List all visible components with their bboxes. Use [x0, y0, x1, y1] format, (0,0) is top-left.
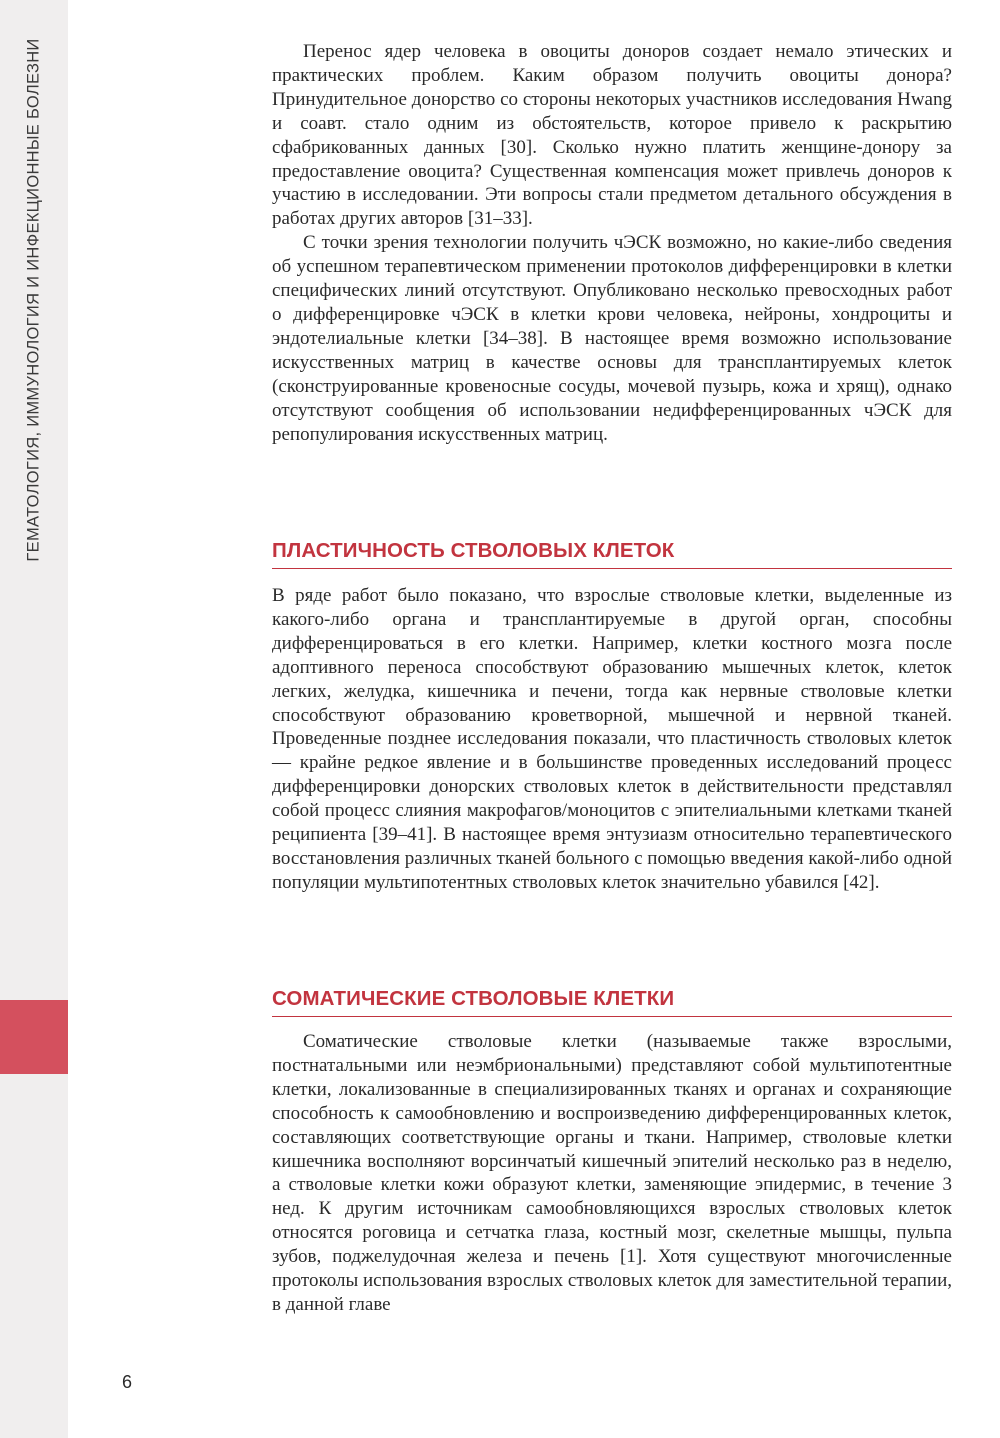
running-title: ГЕМАТОЛОГИЯ, ИММУНОЛОГИЯ И ИНФЕКЦИОННЫЕ БОЛЕЗНИ — [24, 38, 43, 562]
plasticity-paragraph: В ряде работ было показано, что взрослые стволовые клетки, выделенные из какого-либо органа и трансплантируемые в другой орган, способны дифференцироваться в его клетки. Например, клетки костного мозга после адоптивного переноса способствуют образованию мышечных клеток, клеток легких, желудка, кишечника и печени, тогда как нервные стволовые клетки способствуют образованию кроветворной, мышечной и нервной тканей. Проведенные позднее исследования показали, что пластичность стволовых клеток — крайне редкое явление и в большинстве проведенных исследований процесс дифференцировки донорских стволовых клеток в действительности представлял собой процесс слияния макрофагов/моноцитов с эпителиальными клетками тканей реципиента [39–41]. В настоящее время энтузиазм относительно терапевтического восстановления различных тканей больного с помощью введения какой-либо одной популяции мультипотентных стволовых клеток значительно убавился [42]. — [272, 585, 952, 893]
section-heading-somatic — [272, 982, 952, 1017]
intro-paragraph-2: С точки зрения технологии получить чЭСК возможно, но какие-либо сведения об успешном терапевтическом применении протоколов дифференцировки в клетки специфических линий отсутствуют. Опубликовано несколько превосходных работ о дифференцировке чЭСК в клетки крови человека, нейроны, хондроциты и эндотелиальные клетки [34–38]. В настоящее время возможно использование искусственных матриц в качестве основы для трансплантируемых клеток (сконструированные кровеносные сосуды, мочевой пузырь, кожа и хрящ), однако отсутствуют сообщения об использовании недифференцированных чЭСК для репопулирования искусственных матриц. — [272, 232, 952, 445]
sidebar-accent-block — [0, 1000, 68, 1074]
somatic-paragraph: Соматические стволовые клетки (называемые также взрослыми, постнатальными или неэмбриональными) представляют собой мультипотентные клетки, локализованные в специализированных тканях и органах и сохраняющие способность к самообновлению и воспроизведению дифференцированных клеток, составляющих соответствующие органы и ткани. Например, стволовые клетки кишечника восполняют ворсинчатый кишечный эпителий несколько раз в неделю, а стволовые клетки кожи образуют клетки, заменяющие эпидермис, в течение 3 нед. К другим источникам самообновляющихся взрослых стволовых клеток относятся роговица и сетчатка глаза, костный мозг, скелетные мышцы, пульпа зубов, поджелудочная железа и печень [1]. Хотя существуют многочисленные протоколы использования взрослых стволовых клеток для заместительной терапии, в данной главе — [272, 1031, 952, 1315]
plasticity-block — [272, 584, 952, 895]
section-heading-somatic-text: СОМАТИЧЕСКИЕ СТВОЛОВЫЕ КЛЕТКИ — [272, 987, 675, 1010]
page-number: 6 — [122, 1372, 133, 1392]
section-heading-plasticity-text: ПЛАСТИЧНОСТЬ СТВОЛОВЫХ КЛЕТОК — [272, 539, 675, 562]
somatic-block — [272, 1030, 952, 1317]
intro-paragraph-1: Перенос ядер человека в овоциты доноров создает немало этических и практических проблем. Каким образом получить овоциты донора? Принудительное донорство со стороны некоторых участников исследования Hwang и соавт. стало одним из обстоятельств, которое привело к раскрытию сфабрикованных данных [30]. Сколько нужно платить женщине-донору за предоставление овоцита? Существенная компенсация может привлечь доноров к участию в исследовании. Эти вопросы стали предметом детального обсуждения в работах других авторов [31–33]. — [272, 41, 952, 230]
section-heading-plasticity — [272, 534, 952, 569]
sidebar-band — [0, 0, 68, 1438]
intro-block — [272, 40, 952, 446]
